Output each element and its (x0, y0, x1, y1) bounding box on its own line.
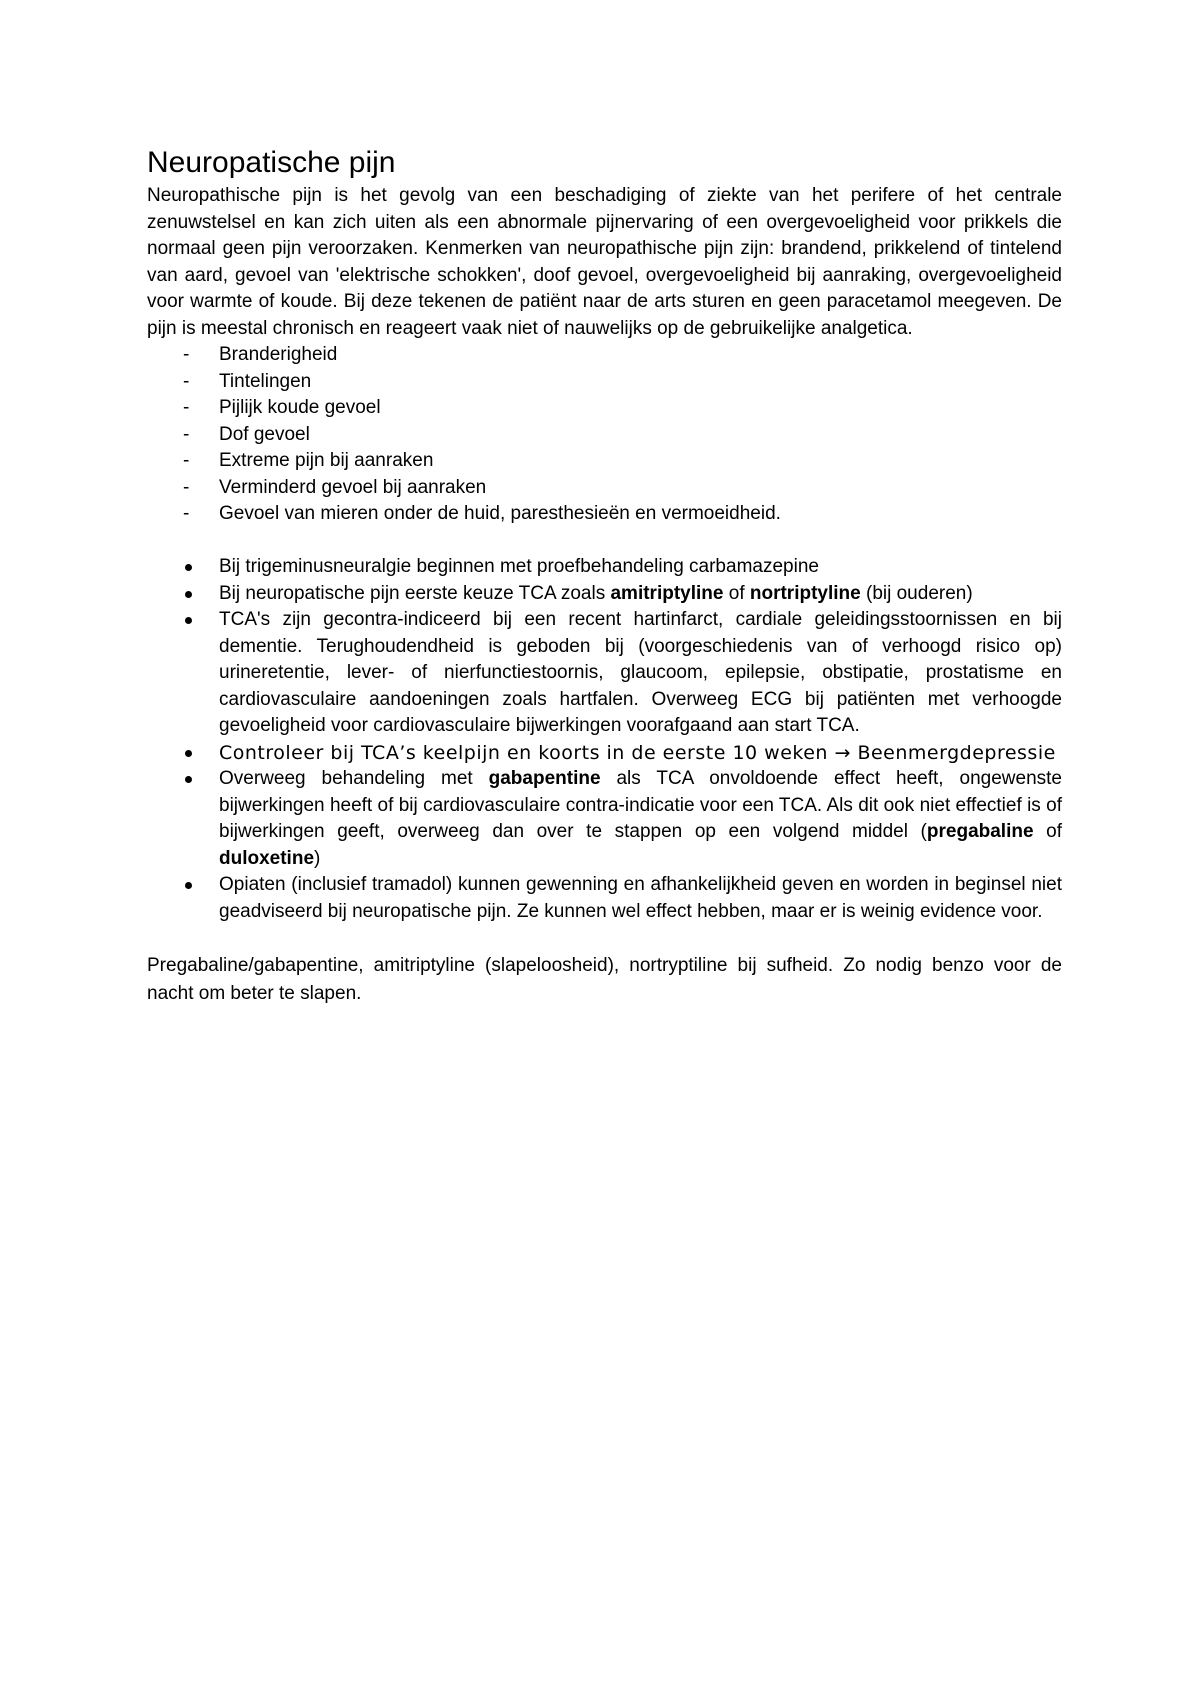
list-item: - Verminderd gevoel bij aanraken (147, 475, 1062, 502)
bullet-icon (185, 591, 192, 598)
list-item: - Tintelingen (147, 369, 1062, 396)
treatment-list (147, 554, 1062, 925)
spacer (147, 925, 1062, 952)
bullet-icon (185, 750, 192, 757)
list-item: TCA's zijn gecontra-indiceerd bij een recent hartinfarct, cardiale geleidingsstoornissen en bij dementie. Terughoudendheid is geboden bij (voorgeschiedenis van of verhoogd risico op) urineretentie, lever- of nierfunctiestoornis, glaucoom, epilepsie, obstipatie, prostatisme en cardiovasculaire aandoeningen zoals hartfalen. Overweeg ECG bij patiënten met verhoogde gevoeligheid voor cardiovasculaire bijwerkingen voorafgaand aan start TCA. (147, 607, 1062, 740)
bullet-icon (185, 617, 192, 624)
list-item: - Branderigheid (147, 342, 1062, 369)
drug-name: duloxetine (219, 847, 315, 869)
bullet-icon (185, 776, 192, 783)
dash-marker: - (183, 344, 190, 365)
bullet-icon (185, 564, 192, 571)
list-item: Opiaten (inclusief tramadol) kunnen gewenning en afhankelijkheid geven en worden in beginsel niet geadviseerd bij neuropatische pijn. Ze kunnen wel effect hebben, maar er is weinig evidence voor. (147, 872, 1062, 925)
intro-paragraph: Neuropathische pijn is het gevolg van een beschadiging of ziekte van het perifere of het centrale zenuwstelsel en kan zich uiten als een abnormale pijnervaring of een overgevoeligheid voor prikkels die normaal geen pijn veroorzaken. Kenmerken van neuropathische pijn zijn: brandend, prikkelend of tintelend van aard, gevoel van 'elektrische schokken', doof gevoel, overgevoeligheid bij aanraking, overgevoeligheid voor warmte of koude. Bij deze tekenen de patiënt naar de arts sturen en geen paracetamol meegeven. De pijn is meestal chronisch en reageert vaak niet of nauwelijks op de gebruikelijke analgetica. (147, 185, 1062, 339)
list-item: Bij neuropatische pijn eerste keuze TCA zoals amitriptyline of nortriptyline (bij ouderen) (147, 581, 1062, 608)
dash-marker: - (183, 370, 190, 392)
dash-marker: - (183, 503, 190, 524)
list-item: Overweeg behandeling met gabapentine als TCA onvoldoende effect heeft, ongewenste bijwerkingen heeft of bij cardiovasculaire contra-indicatie voor een TCA. Als dit ook niet effectief is of bijwerkingen geeft, overweeg dan over te stappen op een volgend middel (pregabaline of duloxetine) (147, 766, 1062, 872)
symptom-list (147, 342, 1062, 528)
list-item: - Gevoel van mieren onder de huid, paresthesieën en vermoeidheid. (147, 501, 1062, 528)
drug-name: gabapentine (488, 768, 601, 789)
list-item: - Extreme pijn bij aanraken (147, 448, 1062, 475)
dash-marker: - (183, 397, 190, 418)
drug-name: nortriptyline (749, 582, 861, 604)
bullet-icon (185, 882, 192, 889)
list-item: - Dof gevoel (147, 422, 1062, 449)
dash-marker: - (183, 450, 190, 471)
drug-name: amitriptyline (610, 582, 724, 604)
list-item: Bij trigeminusneuralgie beginnen met proefbehandeling carbamazepine (147, 554, 1062, 581)
page-title: Neuropatische pijn (147, 146, 396, 179)
list-item: - Pijlijk koude gevoel (147, 395, 1062, 422)
dash-marker: - (183, 423, 190, 445)
dash-marker: - (183, 476, 190, 498)
closing-paragraph: Pregabaline/gabapentine, amitriptyline (slapeloosheid), nortryptiline bij sufheid. Zo nodig benzo voor de nacht om beter te slapen. (147, 954, 1062, 1004)
document-page (147, 143, 1062, 1008)
list-item: Controleer bij TCA’s keelpijn en koorts in de eerste 10 weken → Beenmergdepressie (147, 740, 1062, 767)
spacer (147, 528, 1062, 555)
drug-name: pregabaline (926, 821, 1034, 842)
